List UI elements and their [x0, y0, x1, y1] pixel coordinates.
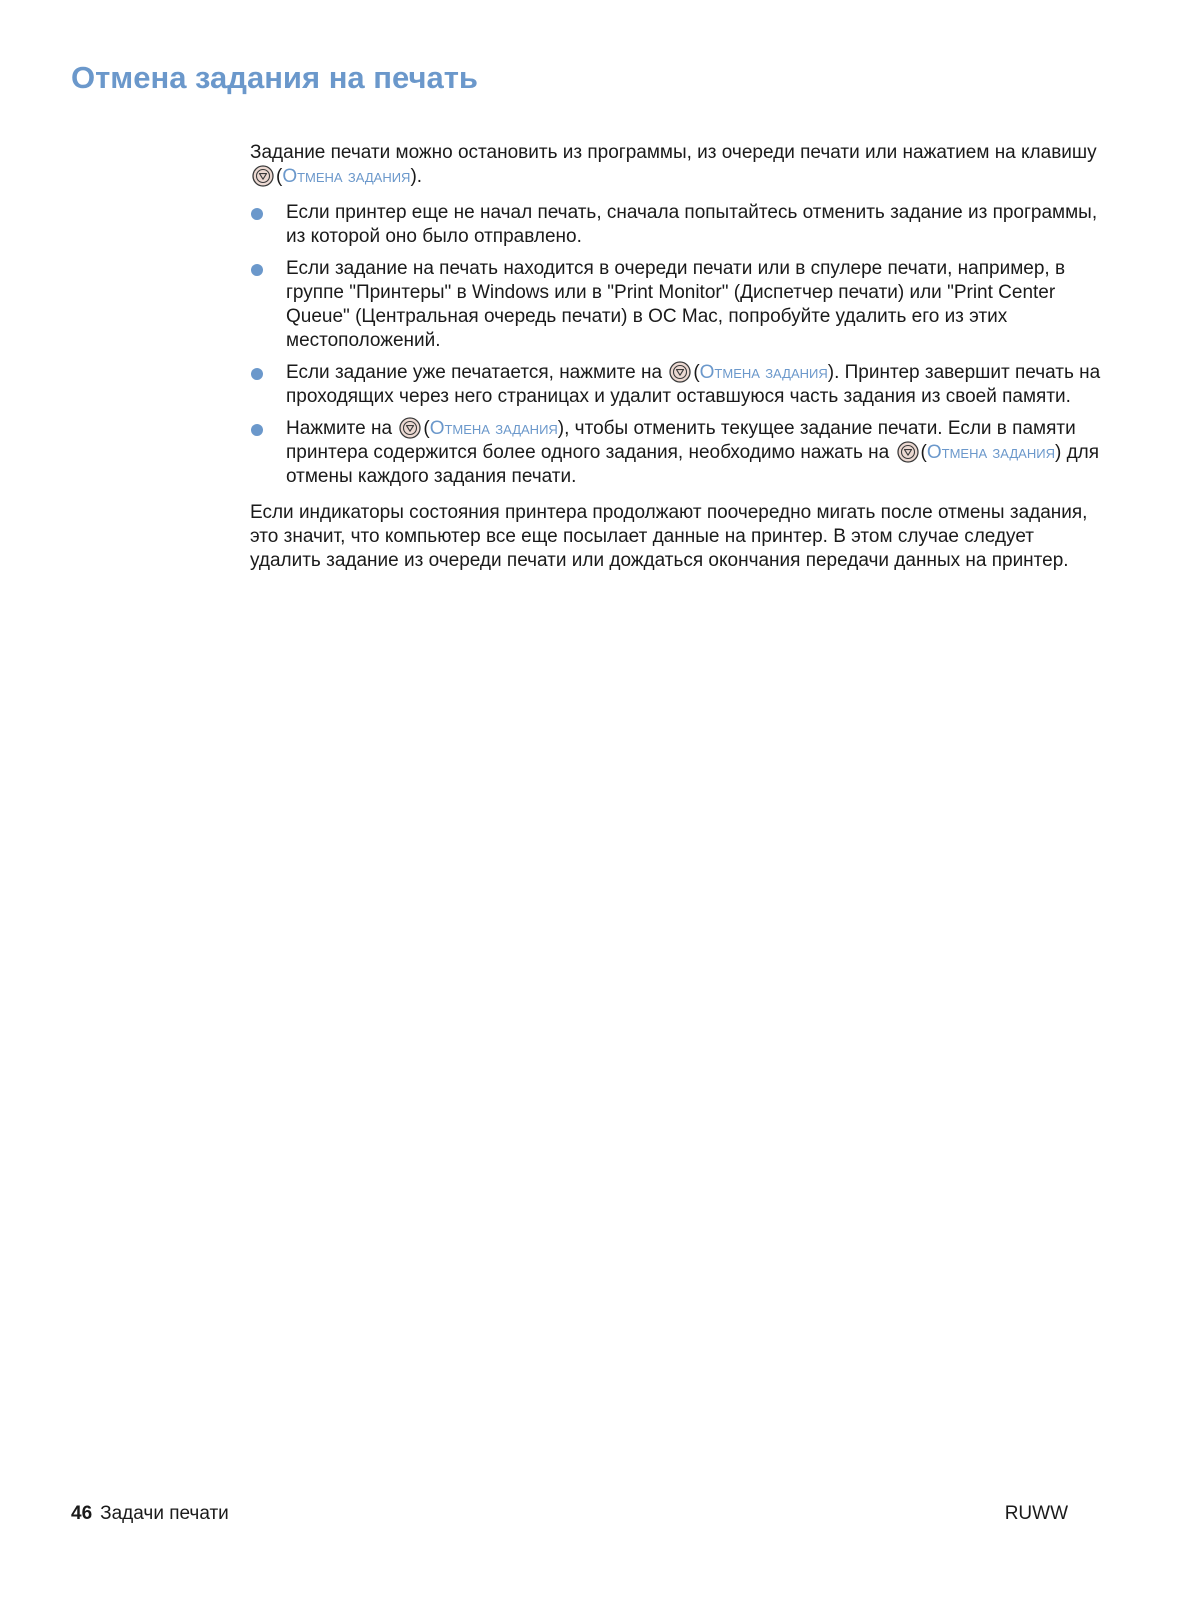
footer-locale-code: RUWW: [1004, 1503, 1068, 1524]
bullet-list: [250, 201, 1110, 489]
cancel-label: Отмена задания: [699, 362, 828, 383]
main-content: [250, 141, 1110, 573]
bullet-icon: [251, 264, 263, 276]
cancel-job-icon: [897, 441, 919, 463]
bullet-icon: [251, 424, 263, 436]
list-item-text-end: . Принтер завершит печать на проходящих через него страницах и удалит оставшуюся часть задания из своей памяти.: [286, 362, 1101, 407]
outro-paragraph: Если индикаторы состояния принтера продолжают поочередно мигать после отмены задания, это значит, что компьютер все еще посылает данные на принтер. В этом случае следует удалить задание из очереди печати или дождаться окончания передачи данных на принтер.: [250, 502, 1088, 571]
cancel-label: Отмена задания: [429, 418, 558, 439]
list-item-text-middle: , чтобы отменить текущее задание печати. Если в памяти принтера содержится более одного задания, необходимо нажать на: [286, 418, 1076, 463]
cancel-button-reference: (Отмена задания): [895, 442, 1062, 463]
list-item-text-end: для отмены каждого задания печати.: [286, 442, 1100, 487]
list-item: [250, 361, 1110, 409]
list-item-text: Если задание уже печатается, нажмите на: [286, 362, 663, 383]
list-item: [250, 201, 1110, 249]
page-title: Отмена задания на печать: [71, 60, 478, 95]
bullet-icon: [251, 368, 263, 380]
cancel-button-reference: (Отмена задания): [397, 418, 564, 439]
cancel-label: Отмена задания: [926, 442, 1055, 463]
intro-text: Задание печати можно остановить из программы, из очереди печати или нажатием на клавишу: [250, 142, 1097, 163]
intro-text-end: .: [416, 166, 423, 187]
cancel-job-icon: [669, 361, 691, 383]
cancel-job-icon: [252, 165, 274, 187]
cancel-button-reference: (Отмена задания): [250, 166, 417, 187]
intro-paragraph: [250, 141, 1110, 189]
list-item-text: Если задание на печать находится в очереди печати или в спулере печати, например, в группе "Принтеры" в Windows или в "Print Monitor" (Диспетчер печати) или "Print Center Queue" (Центральная очередь печати) в ОС Mac, попробуйте удалить его из этих местоположений.: [286, 258, 1066, 351]
list-item: [250, 257, 1110, 353]
bullet-icon: [251, 208, 263, 220]
cancel-button-reference: (Отмена задания): [667, 362, 834, 383]
list-item-text: Если принтер еще не начал печать, сначала попытайтесь отменить задание из программы, из которой оно было отправлено.: [286, 202, 1098, 247]
list-item: [250, 417, 1110, 489]
page-footer-left: [71, 1503, 229, 1525]
cancel-job-icon: [399, 417, 421, 439]
list-item-text: Нажмите на: [286, 418, 393, 439]
footer-section-title: Задачи печати: [100, 1503, 229, 1524]
cancel-label: Отмена задания: [282, 166, 411, 187]
page-number: 46: [71, 1503, 93, 1524]
